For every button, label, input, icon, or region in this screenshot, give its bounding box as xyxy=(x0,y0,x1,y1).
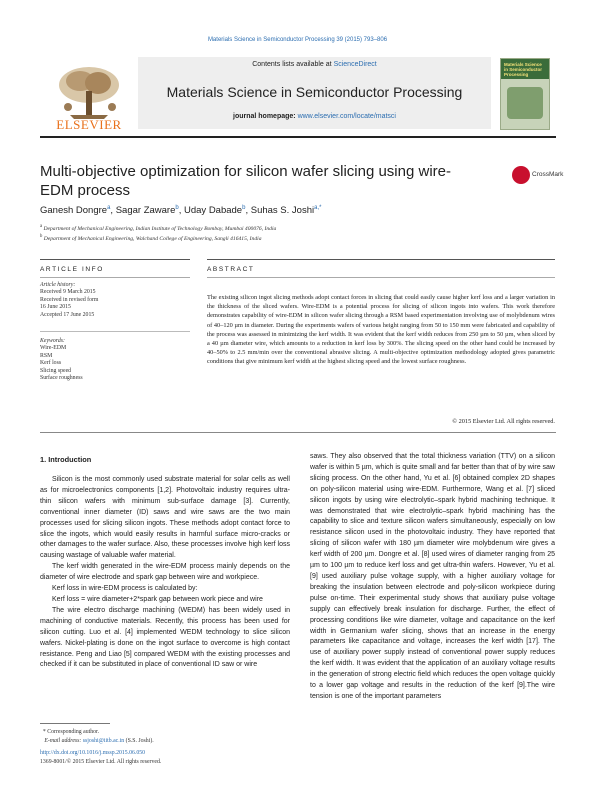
sciencedirect-link[interactable]: ScienceDirect xyxy=(333,61,377,68)
author-name[interactable]: Ganesh Dongre xyxy=(40,205,108,217)
keyword: RSM xyxy=(40,352,53,359)
info-rule xyxy=(40,277,190,278)
abstract-top-rule xyxy=(207,259,555,260)
doi-line xyxy=(40,750,290,756)
footnote-rule xyxy=(40,723,110,724)
affiliation: $^a$ Department of Mechanical Engineering, Indian Institute of Technology Bombay, Mumbai 400076, India xyxy=(40,224,277,232)
journal-name: Materials Science in Semiconductor Processing xyxy=(166,84,463,100)
paragraph: The wire electro discharge machining (WEDM) has been widely used in machining of conductive materials. Recently, this process has been used for silicon cutting. Luo et al. [4] implemented WEDM technology to slice silicon wafers. Nickel-plating is done on the ingot surface to overcome is high contact resistance. Peng and Liao [5] compared WEDM with the existing processes and checked if it can be substituted in place of conventional ID saw or wire xyxy=(40,606,290,669)
issn-line: 1369-8001/© 2015 Elsevier Ltd. All rights reserved. xyxy=(40,759,162,765)
journal-cover-thumbnail[interactable] xyxy=(500,58,550,130)
body-left-column xyxy=(40,475,290,671)
keyword: Slicing speed xyxy=(40,367,72,374)
paragraph: saws. They also observed that the total thickness variation (TTV) on a silicon wafer is within 5 µm, which is quite small and far better than that of by wire saw slicing process. On the other hand, Yu et al. [6] obtained complex 2D shapes on poly-silicon material using wire-EDM. Furthermore, Wang et al. [7] sliced silicon ingots by using wire electrolytic–spark hybrid machining technique. It was demonstrated that wire electrolytic–spark hybrid machining has the capability to slice and texture silicon wafers simultaneously, especially on low resistance silicon used in the photovoltaic industry. They have reported that slicing of silicon wafer with 180 µm diameter wire molybdenum wire gives a kerf width of 200 µm. Dongre et al. [8] used wires of diameter ranging from 25 µm to 100 µm to reduce kerf loss and get ultra-thin wafers. However, Yu et al. [9] used auxiliary pulse voltage supply, with a higher auxiliary voltage for breaking the insulation between electrode and poly-silicon workpiece during pulse on-time. Their experimental study shows that auxiliary pulse voltage supply can effectively break insulation for discharge. Further, the effect of processing conditions like wire diameter, voltage and capacitance on the kerf width in Germanium wafer slicing, shows that an increase in the energy parameters like capacitance and voltage, increases the kerf width [17]. The use of auxiliary power supply instead of conventional power supply reduces the kerf width. It was evident that the application of an auxiliary voltage results in the generation of strong electric field which reduces the open voltage quickly to a lower gap voltage and results in the reduction of the kerf [9].The wire tension is one of the important parameters xyxy=(310,453,555,700)
abstract-heading: ABSTRACT xyxy=(207,266,255,273)
keyword: Wire-EDM xyxy=(40,345,67,352)
crossmark-icon xyxy=(512,166,530,184)
masthead-divider xyxy=(40,136,556,138)
body-right-column xyxy=(310,452,555,703)
article-history: Article history: Received 9 March 2015 Received in revised form 16 June 2015 Accepted 17 June 2015 xyxy=(40,282,99,318)
author-name[interactable]: Uday Dabade xyxy=(184,205,243,217)
crossmark-badge[interactable]: CrossMark xyxy=(512,166,560,188)
journal-homepage: journal homepage: www.elsevier.com/locate/matsci xyxy=(233,113,396,120)
abstract-text: The existing silicon ingot slicing methods adopt contact forces in slicing that could easily cause higher kerf loss and a larger variation in the thickness of the sliced wafers. Wire-EDM is a potential process for slicing of silicon ingots into wafers. This work therefore demonstrates capability of wire-EDM in silicon wafer slicing through a RSM based experimentation involving use of molybdenum wires of 40–120 µm in diameter. During the experiments wafers of various height ranging from 50 to 150 mm were fabricated and capability of the process was assessed in minimizing the kerf width. It was evident that the kerf width reduces from 250 µm to 50 µm, when sliced by a 40 µm diameter wire, which amounts to a reduction in kerf loss by 300%. The slicing speed on the other hand could be increased by 40–50% to 2.5 mm/min over the conventional abrasive slicing. A multi-objective optimization methodology adopted gives parametric conditions that give minimum kerf width at the highest slicing speed and the lowest surface roughness. xyxy=(207,294,555,366)
homepage-link[interactable]: www.elsevier.com/locate/matsci xyxy=(297,113,396,120)
doi-link[interactable]: http://dx.doi.org/10.1016/j.mssp.2015.06.050 xyxy=(40,750,146,756)
affiliation: $^b$ Department of Mechanical Engineering, Walchand College of Engineering, Sangli 416415, India xyxy=(40,234,262,242)
equation: Kerf loss = wire diameter+2*spark gap between work piece and wire xyxy=(52,595,263,603)
publisher-wordmark[interactable]: ELSEVIER xyxy=(56,117,122,132)
body-top-rule xyxy=(40,432,556,433)
article-info-heading: ARTICLE INFO xyxy=(40,266,104,273)
abstract-copyright: © 2015 Elsevier Ltd. All rights reserved. xyxy=(452,418,555,425)
keyword: Kerf loss xyxy=(40,360,62,367)
keyword: Surface roughness xyxy=(40,375,83,382)
paragraph: The kerf width generated in the wire-EDM process mainly depends on the diameter of wire electrode and spark gap between wire and workpiece. xyxy=(40,563,290,582)
corresponding-author-note: * Corresponding author. xyxy=(42,729,100,735)
paragraph: Silicon is the most commonly used substrate material for solar cells as well as for microelectronics components [1,2]. Photovoltaic industry requires ultra-thin silicon wafers with minimum sub-surface damage [3]. Currently, conventional inner diameter (ID) saws and wire saws are the two main processes used for slicing silicon ingots. These methods adopt contact force to slice the ingots, which would easily results in harmful surface micro-cracks or other damages to the wafer surface. Also, these processes involve high kerf loss causing wastage of valuable wafer material. xyxy=(40,476,290,560)
keywords-rule xyxy=(40,331,190,332)
article-title: Multi-objective optimization for silicon wafer slicing using wire-EDM process xyxy=(40,163,451,199)
contents-line: Contents lists available at ScienceDirect xyxy=(252,61,377,68)
email-note: E-mail address: ssjoshi@iitb.ac.in (S.S. Joshi). xyxy=(44,738,154,744)
info-top-rule xyxy=(40,259,190,260)
section-heading: 1. Introduction xyxy=(40,455,92,464)
author-list: Ganesh Dongre$^a$, Sagar Zaware$^b$, Uday Dabade$^b$, Suhas S. Joshi$^{a,*}$ xyxy=(40,205,322,217)
cover-title: Materials Science in Semiconductor Processing xyxy=(504,62,543,77)
keywords-block: Keywords: Wire-EDM RSM Kerf loss Slicing speed Surface roughness xyxy=(40,338,170,382)
author-name[interactable]: Sagar Zaware xyxy=(115,205,176,217)
email-link[interactable]: ssjoshi@iitb.ac.in xyxy=(82,738,125,744)
paragraph: Kerf loss in wire-EDM process is calculated by: xyxy=(52,585,198,593)
running-header-citation[interactable]: Materials Science in Semiconductor Processing 39 (2015) 793–806 xyxy=(207,37,388,43)
abstract-rule xyxy=(207,277,555,278)
author-name[interactable]: Suhas S. Joshi xyxy=(250,205,315,217)
